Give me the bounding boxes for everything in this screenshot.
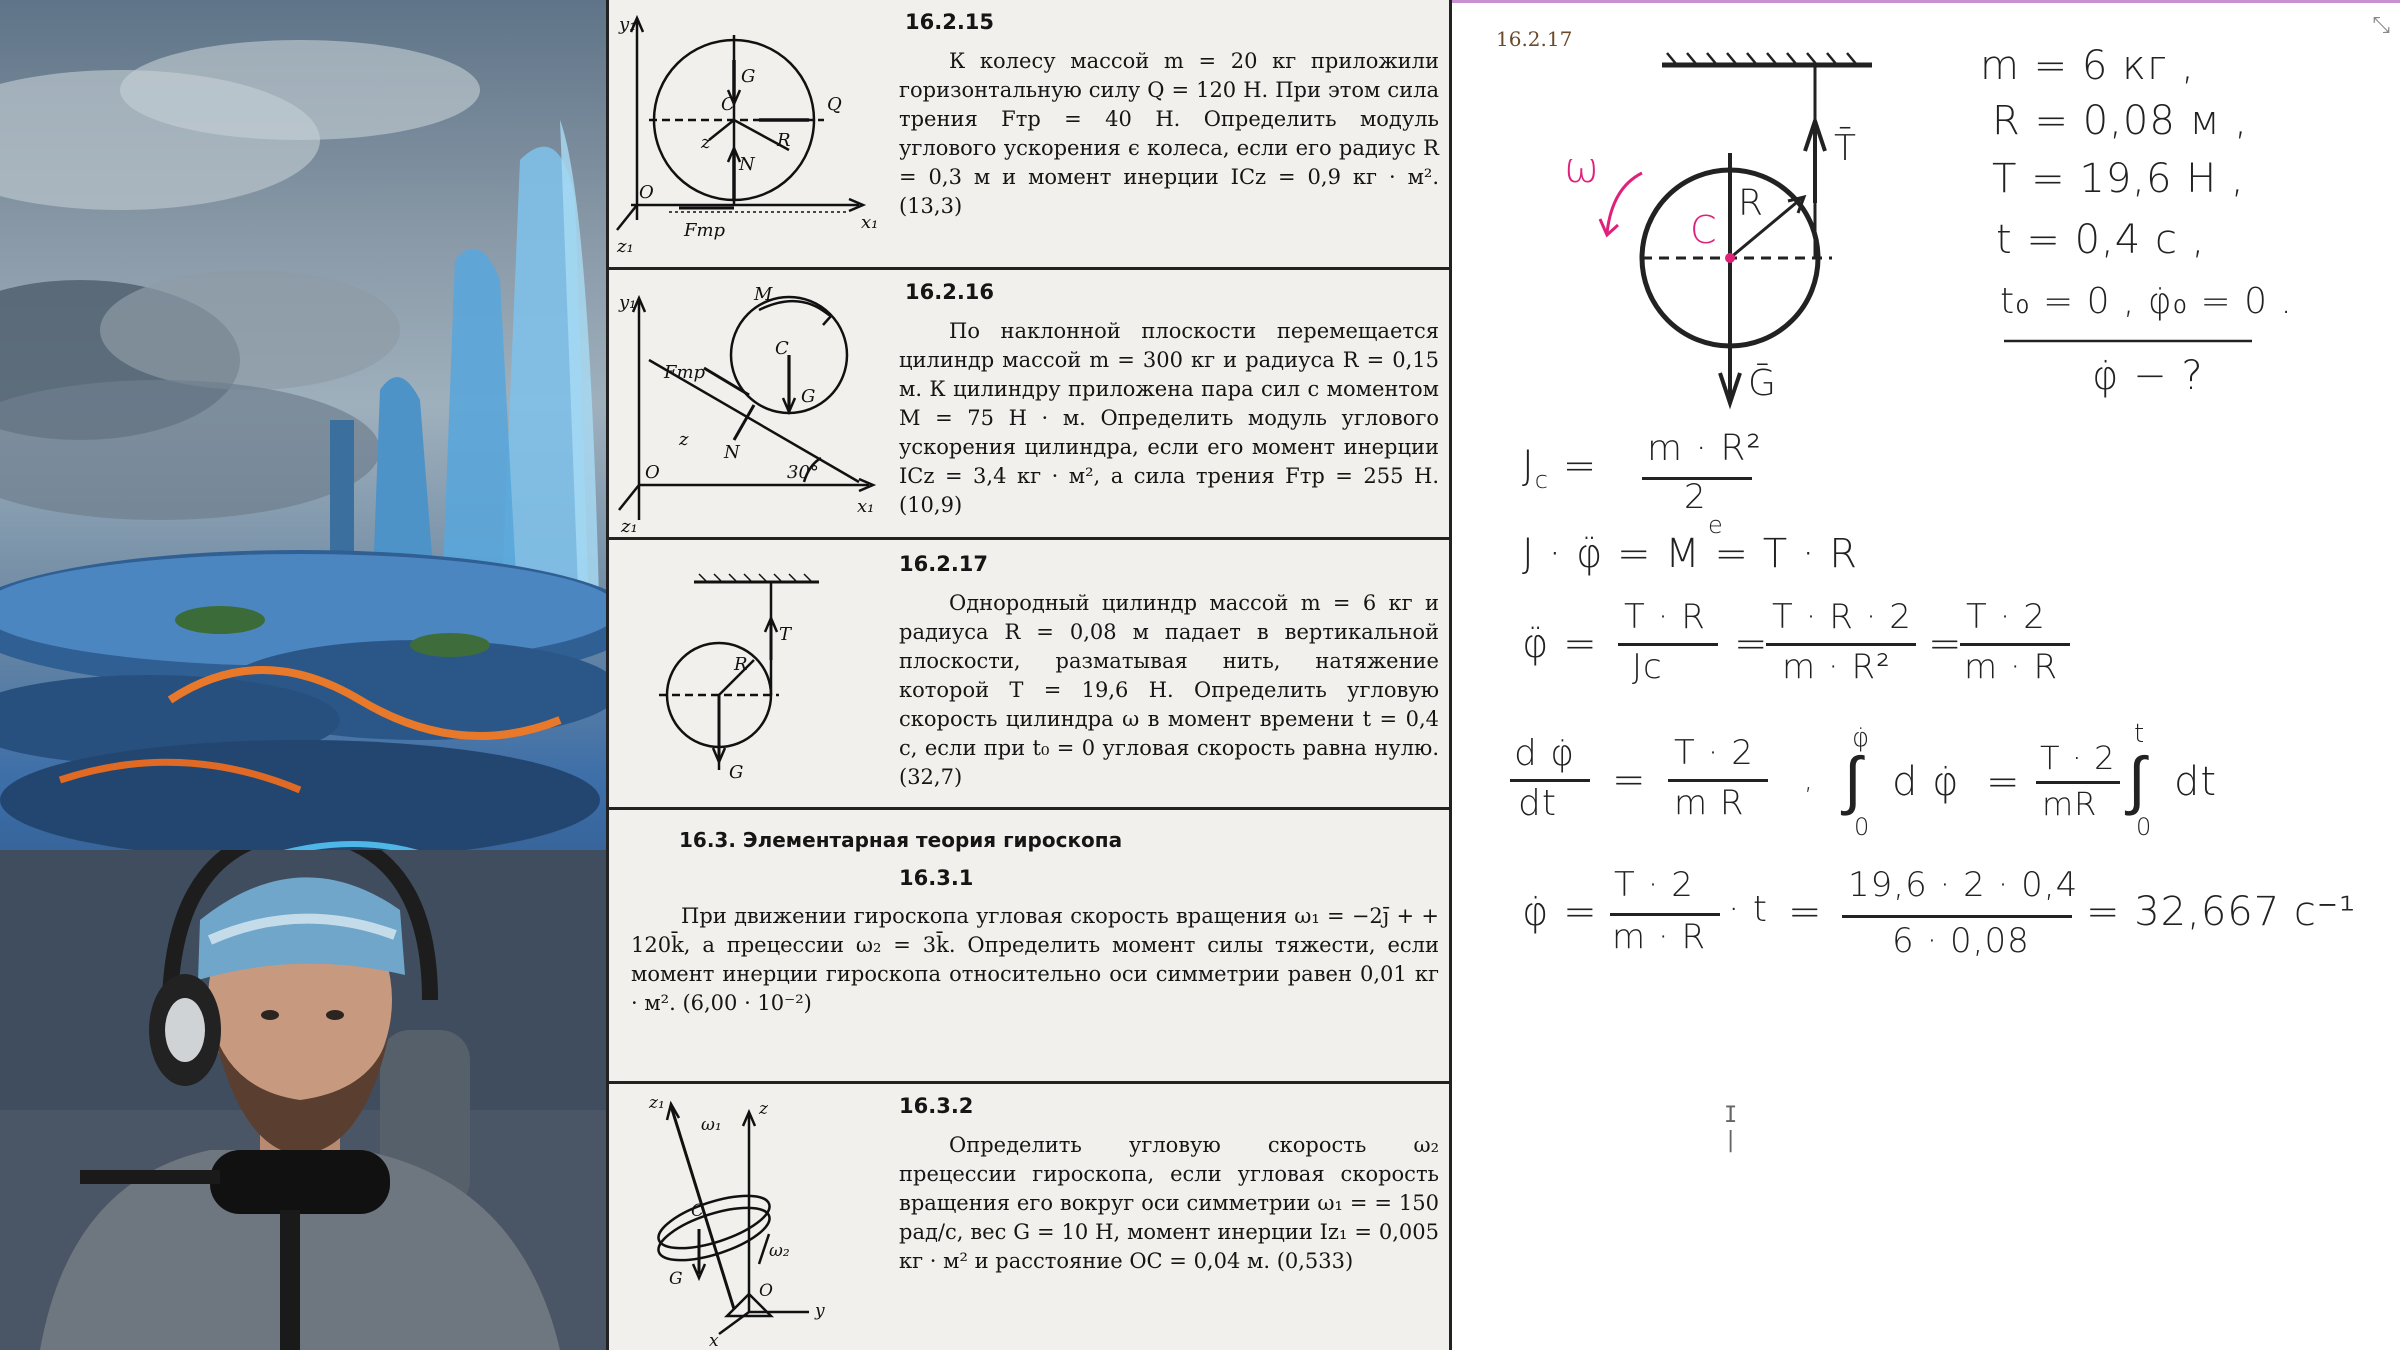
svg-text:C: C	[691, 1201, 705, 1221]
equals-sign: =	[1928, 621, 1963, 667]
problem-16-3-2	[609, 1084, 1449, 1350]
textbook-page	[606, 0, 1452, 1350]
problem-16-2-15	[609, 0, 1449, 270]
svg-text:G: G	[801, 386, 816, 407]
svg-text:R: R	[777, 130, 791, 151]
eq4-b-num: T · 2	[1674, 733, 1754, 773]
svg-text:Fтр: Fтр	[664, 362, 706, 383]
final-answer: = 32,667 с⁻¹	[2086, 889, 2357, 935]
fraction-bar	[1610, 913, 1720, 916]
problem-label: 16.2.17	[1496, 27, 1573, 51]
eq3-a-num: T · R	[1624, 597, 1706, 637]
svg-text:O: O	[759, 1281, 773, 1301]
equals-sign: =	[1734, 621, 1769, 667]
svg-text:x: x	[709, 1331, 719, 1350]
svg-text:y₁: y₁	[619, 292, 637, 313]
gravity-label: Ḡ	[1748, 363, 1777, 404]
problem-number: 16.3.2	[899, 1094, 974, 1118]
integral-sign: ∫	[1844, 744, 1863, 818]
eq3-c-num: T · 2	[1966, 597, 2046, 637]
eq4-c-num: T · 2	[2040, 739, 2116, 777]
svg-text:G: G	[741, 66, 756, 87]
presenter-video	[0, 850, 606, 1350]
expand-icon[interactable]: ⤡	[2372, 13, 2390, 38]
svg-text:R: R	[734, 654, 748, 675]
fraction-bar	[1510, 779, 1590, 782]
eq4-int2-lower: 0	[2136, 813, 2153, 841]
problem-text: К колесу массой m = 20 кг приложили горизонтальную силу Q = 120 Н. При этом сила трения Fтр = 40 Н. Определить модуль углового ускорения ϵ колеса, если его радиус R = 0,3 м и момент инерции ICz = 0,9 кг · м². (13,3)	[899, 49, 1439, 218]
solution-whiteboard[interactable]	[1452, 0, 2400, 1350]
eq5-b-num: 19,6 · 2 · 0,4	[1848, 865, 2079, 905]
eq4-c-den: mR	[2042, 785, 2098, 823]
eq4-int2: dt	[2174, 759, 2218, 805]
svg-text:N: N	[724, 442, 740, 463]
given-time: t = 0,4 с ,	[1996, 217, 2206, 263]
eq1-den: 2	[1684, 477, 1707, 517]
equals-sign: =	[1986, 759, 2021, 805]
eq3-b-den: m · R²	[1782, 647, 1891, 687]
svg-text:z₁: z₁	[617, 236, 634, 257]
eq3-b-num: T · R · 2	[1772, 597, 1912, 637]
problem-number: 16.2.15	[905, 10, 995, 34]
problem-text: Однородный цилиндр массой m = 6 кг и радиуса R = 0,08 м падает в вертикальной плоскости, разматывая нить, натяжение которой T = 19,6 Н. Определить угловую скорость цилиндра ω в момент времени t = 0,4 с, если при t₀ = 0 угловая скорость равна нулю. (32,7)	[899, 591, 1439, 789]
svg-text:z: z	[679, 429, 689, 450]
svg-text:C: C	[775, 338, 789, 359]
svg-text:O: O	[639, 182, 654, 203]
equals-sign: =	[1788, 889, 1823, 935]
problem-16-2-16	[609, 270, 1449, 540]
eq5-lhs: φ̇ =	[1522, 889, 1598, 935]
gyroscope-diagram	[609, 1084, 889, 1350]
svg-text:z₁: z₁	[621, 516, 638, 536]
fraction-bar	[2036, 781, 2120, 784]
eq3-c-den: m · R	[1964, 647, 2059, 687]
wheel-diagram	[609, 0, 889, 266]
problem-number: 16.3.1	[899, 866, 974, 890]
integral-sign: ∫	[2128, 744, 2147, 818]
svg-text:y: y	[815, 1301, 825, 1321]
eq5-b-den: 6 · 0,08	[1892, 921, 2030, 961]
eq4-b-den: m R	[1674, 783, 1745, 823]
given-tension: T = 19,6 Н ,	[1992, 156, 2245, 202]
svg-text:y₁: y₁	[619, 14, 637, 35]
radius-label: R	[1738, 183, 1765, 224]
svg-text:x₁: x₁	[857, 496, 875, 517]
svg-text:30°: 30°	[787, 462, 819, 483]
problem-number: 16.2.17	[899, 552, 989, 576]
svg-text:C: C	[721, 94, 735, 115]
given-initial: t₀ = 0 , φ̇₀ = 0 .	[2000, 281, 2293, 322]
center-label: C	[1690, 208, 1718, 252]
problem-text: По наклонной плоскости перемещается цилиндр массой m = 300 кг и радиуса R = 0,15 м. К цилиндру приложена пара сил с моментом M = 75 Н · м. Определить модуль углового ускорения цилиндра, если его момент инерции ICz = 3,4 кг · м², а сила трения Fтр = 255 Н. (10,9)	[899, 319, 1439, 517]
svg-text:G: G	[669, 1269, 683, 1289]
eq4-a-den: dt	[1518, 783, 1557, 824]
fraction-bar	[1960, 643, 2070, 646]
comma: ,	[1804, 763, 1814, 796]
fraction-bar	[1766, 643, 1916, 646]
svg-text:Q: Q	[827, 94, 842, 115]
cylinder-sketch	[1452, 3, 2400, 423]
eq4-a-num: d φ̇	[1514, 733, 1576, 774]
eq2-sup: e	[1708, 511, 1724, 539]
fraction-bar	[1668, 779, 1768, 782]
section-title: 16.3. Элементарная теория гироскопа	[679, 828, 1123, 852]
eq2: J · φ̈ = M = T · R	[1522, 531, 1859, 577]
svg-text:z: z	[759, 1099, 768, 1119]
svg-text:T: T	[779, 624, 792, 645]
eq1-num: m · R²	[1647, 428, 1762, 469]
falling-cylinder-diagram	[609, 540, 889, 806]
given-mass: m = 6 кг ,	[1980, 43, 2195, 89]
omega-label: ω	[1564, 143, 1601, 192]
svg-text:N: N	[739, 154, 755, 175]
given-radius: R = 0,08 м ,	[1992, 98, 2249, 144]
find-label: φ̇ − ?	[2092, 353, 2204, 399]
eq4-int1: d φ̇	[1892, 759, 1960, 805]
webcam-overlay	[0, 850, 606, 1350]
svg-text:G: G	[729, 762, 744, 783]
svg-text:Fтр: Fтр	[684, 220, 726, 241]
problem-16-2-17	[609, 540, 1449, 810]
eq5-t: · t	[1728, 889, 1769, 930]
svg-text:x₁: x₁	[861, 212, 879, 233]
svg-text:ω₂: ω₂	[769, 1241, 790, 1261]
problem-text: При движении гироскопа угловая скорость вращения ω₁ = −2j̄ + + 120k̄, а прецессии ω₂ = 3k̄. Определить момент силы тяжести, если момент инерции гироскопа относительно оси симметрии равен 0,01 кг · м². (6,00 · 10⁻²)	[631, 904, 1439, 1015]
svg-text:z₁: z₁	[649, 1093, 665, 1113]
eq1-lhs: $J_c$ =	[1522, 443, 1598, 494]
eq4-int1-upper: φ̇	[1852, 723, 1871, 753]
svg-text:ω₁: ω₁	[701, 1115, 722, 1135]
text-cursor-icon: I |	[1724, 1103, 1738, 1153]
stream-background-image	[0, 0, 606, 1350]
eq3-a-den: Jc	[1632, 647, 1663, 687]
eq3-lhs: φ̈ =	[1522, 621, 1598, 667]
problem-text: Определить угловую скорость ω₂ прецессии гироскопа, если угловая скорость вращения его вокруг оси симметрии ω₁ = = 150 рад/с, вес G = 10 Н, момент инерции Iz₁ = 0,005 кг · м² и расстояние OC = 0,04 м. (0,533)	[899, 1133, 1439, 1273]
svg-text:O: O	[645, 462, 660, 483]
fraction-bar	[1842, 915, 2072, 918]
svg-text:z: z	[701, 132, 711, 153]
svg-text:M: M	[754, 284, 773, 305]
problem-number: 16.2.16	[905, 280, 995, 304]
eq4-int1-lower: 0	[1854, 813, 1871, 841]
problem-16-3-1	[609, 810, 1449, 1084]
eq5-a-num: T · 2	[1614, 865, 1694, 905]
eq4-int2-upper: t	[2134, 719, 2146, 749]
equals-sign: =	[1612, 757, 1647, 803]
eq5-a-den: m · R	[1612, 917, 1707, 957]
inclined-plane-diagram	[609, 270, 889, 536]
tension-label: T̄	[1834, 128, 1857, 169]
fraction-bar	[1618, 643, 1718, 646]
